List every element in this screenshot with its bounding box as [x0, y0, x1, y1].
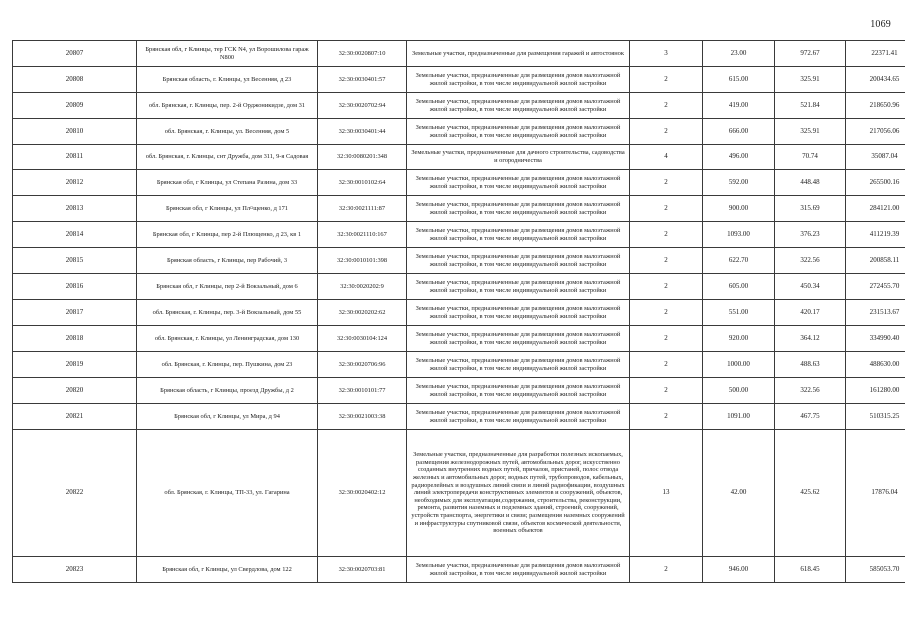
- table-row: [13, 67, 905, 93]
- row-cadastral-number: 32:30:0010102:64: [318, 170, 407, 196]
- row-unit-price: 521.84: [775, 93, 846, 119]
- table-row: [13, 93, 905, 119]
- row-address: обл. Брянская, г. Клинцы, пер. 2-й Орджоникидзе, дом 31: [137, 93, 318, 119]
- row-land-use: Земельные участки, предназначенные для размещения домов малоэтажной жилой застройки, в том числе индивидуальной жилой застройки: [407, 274, 630, 300]
- row-unit-price: 467.75: [775, 404, 846, 430]
- row-land-use: Земельные участки, предназначенные для размещения домов малоэтажной жилой застройки, в том числе индивидуальной жилой застройки: [407, 222, 630, 248]
- row-id: 20812: [13, 170, 137, 196]
- row-id: 20813: [13, 196, 137, 222]
- row-area: 946.00: [703, 557, 775, 583]
- row-id: 20807: [13, 41, 137, 67]
- row-category: 2: [630, 274, 703, 300]
- row-category: 2: [630, 196, 703, 222]
- row-area: 592.00: [703, 170, 775, 196]
- row-land-use: Земельные участки, предназначенные для размещения домов малоэтажной жилой застройки, в том числе индивидуальной жилой застройки: [407, 196, 630, 222]
- row-id: 20809: [13, 93, 137, 119]
- row-cadastral-number: 32:30:0080201:348: [318, 145, 407, 170]
- row-area: 622.70: [703, 248, 775, 274]
- table-row: [13, 404, 905, 430]
- row-id: 20815: [13, 248, 137, 274]
- row-address: Брянская обл, г Клинцы, ул Свердлова, дом 122: [137, 557, 318, 583]
- row-land-use: Земельные участки, предназначенные для размещения домов малоэтажной жилой застройки, в том числе индивидуальной жилой застройки: [407, 93, 630, 119]
- row-category: 2: [630, 300, 703, 326]
- table-row: [13, 352, 905, 378]
- row-id: 20811: [13, 145, 137, 170]
- row-address: Брянская обл, г Клинцы, пер 2-й Плющенко, д 23, кв 1: [137, 222, 318, 248]
- row-area: 42.00: [703, 430, 775, 557]
- row-unit-price: 322.56: [775, 378, 846, 404]
- row-unit-price: 364.12: [775, 326, 846, 352]
- table-row: [13, 119, 905, 145]
- row-address: обл. Брянская, г. Клинцы, ул Ленинградская, дом 130: [137, 326, 318, 352]
- row-cadastral-value: 17876.04: [846, 430, 905, 557]
- row-cadastral-value: 284121.00: [846, 196, 905, 222]
- row-category: 3: [630, 41, 703, 67]
- table-row: [13, 196, 905, 222]
- row-cadastral-value: 272455.70: [846, 274, 905, 300]
- table-row: [13, 300, 905, 326]
- row-area: 23.00: [703, 41, 775, 67]
- row-cadastral-number: 32:30:0020202:62: [318, 300, 407, 326]
- row-cadastral-number: 32:30:0010101:398: [318, 248, 407, 274]
- row-address: обл. Брянская, г. Клинцы, пер. Пушкина, дом 23: [137, 352, 318, 378]
- row-address: Брянская обл, г Клинцы, ул Степана Разина, дом 33: [137, 170, 318, 196]
- row-cadastral-value: 488630.00: [846, 352, 905, 378]
- row-id: 20810: [13, 119, 137, 145]
- row-id: 20808: [13, 67, 137, 93]
- row-area: 551.00: [703, 300, 775, 326]
- row-cadastral-value: 200434.65: [846, 67, 905, 93]
- row-cadastral-number: 32:30:0010101:77: [318, 378, 407, 404]
- row-category: 2: [630, 326, 703, 352]
- row-unit-price: 376.23: [775, 222, 846, 248]
- table-row: [13, 222, 905, 248]
- row-category: 2: [630, 248, 703, 274]
- row-category: 2: [630, 222, 703, 248]
- row-unit-price: 70.74: [775, 145, 846, 170]
- row-land-use: Земельные участки, предназначенные для дачного строительства, садоводства и огородничества: [407, 145, 630, 170]
- row-cadastral-value: 200858.11: [846, 248, 905, 274]
- row-area: 496.00: [703, 145, 775, 170]
- row-area: 500.00: [703, 378, 775, 404]
- table-row: [13, 430, 905, 557]
- row-cadastral-value: 218650.96: [846, 93, 905, 119]
- row-address: обл. Брянская, г. Клинцы, снт Дружба, дом 311, 9-я Садовая: [137, 145, 318, 170]
- row-land-use: Земельные участки, предназначенные для размещения гаражей и автостоянок: [407, 41, 630, 67]
- row-area: 900.00: [703, 196, 775, 222]
- row-cadastral-number: 32:30:0030104:124: [318, 326, 407, 352]
- row-land-use: Земельные участки, предназначенные для размещения домов малоэтажной жилой застройки, в том числе индивидуальной жилой застройки: [407, 352, 630, 378]
- row-cadastral-number: 32:30:0020202:9: [318, 274, 407, 300]
- row-area: 1000.00: [703, 352, 775, 378]
- row-land-use: Земельные участки, предназначенные для размещения домов малоэтажной жилой застройки, в том числе индивидуальной жилой застройки: [407, 557, 630, 583]
- row-address: Брянская область, г. Клинцы, ул Весенняя, д 23: [137, 67, 318, 93]
- row-category: 2: [630, 119, 703, 145]
- row-category: 13: [630, 430, 703, 557]
- row-cadastral-value: 265500.16: [846, 170, 905, 196]
- row-address: Брянская область, г Клинцы, проезд Дружбы, д 2: [137, 378, 318, 404]
- row-category: 4: [630, 145, 703, 170]
- row-address: Брянская обл, г Клинцы, тер ГСК N4, ул Ворошилова гараж N800: [137, 41, 318, 67]
- row-id: 20820: [13, 378, 137, 404]
- row-address: Брянская обл, г Клинцы, пер 2-й Вокзальный, дом 6: [137, 274, 318, 300]
- row-unit-price: 325.91: [775, 67, 846, 93]
- row-cadastral-number: 32:30:0021110:167: [318, 222, 407, 248]
- row-unit-price: 315.69: [775, 196, 846, 222]
- row-category: 2: [630, 557, 703, 583]
- row-id: 20818: [13, 326, 137, 352]
- row-address: Брянская обл, г Клинцы, ул Мира, д 94: [137, 404, 318, 430]
- row-land-use: Земельные участки, предназначенные для размещения домов малоэтажной жилой застройки, в том числе индивидуальной жилой застройки: [407, 248, 630, 274]
- row-area: 1091.00: [703, 404, 775, 430]
- row-cadastral-number: 32:30:0020402:12: [318, 430, 407, 557]
- row-unit-price: 488.63: [775, 352, 846, 378]
- row-cadastral-value: 510315.25: [846, 404, 905, 430]
- row-land-use: Земельные участки, предназначенные для разработки полезных ископаемых, размещения железнодорожных путей, автомобильных дорог, искусственно созданных внутренних водных путей, причалов, пристаней, полос отвода железных и автомобильных дорог, водных путей, трубопроводов, кабельных, радиорелейных и воздушных линий связи и линий радиофикации, воздушных линий электропередачи конструктивных элементов и сооружений, объектов, необходимых для эксплуатации,содержания, строительства, реконструкции, ремонта, развития наземных и подземных зданий, строений, сооружений, устройств транспорта, энергетики и связи; размещения наземных сооружений и инфраструктуры спутниковой связи, объектов космической деятельности, военных объектов: [407, 430, 630, 557]
- row-cadastral-value: 35087.04: [846, 145, 905, 170]
- row-cadastral-number: 32:30:0020702:94: [318, 93, 407, 119]
- row-land-use: Земельные участки, предназначенные для размещения домов малоэтажной жилой застройки, в том числе индивидуальной жилой застройки: [407, 170, 630, 196]
- row-unit-price: 618.45: [775, 557, 846, 583]
- row-category: 2: [630, 93, 703, 119]
- row-land-use: Земельные участки, предназначенные для размещения домов малоэтажной жилой застройки, в том числе индивидуальной жилой застройки: [407, 67, 630, 93]
- row-land-use: Земельные участки, предназначенные для размещения домов малоэтажной жилой застройки, в том числе индивидуальной жилой застройки: [407, 300, 630, 326]
- land-registry-table: [12, 40, 905, 583]
- row-unit-price: 972.67: [775, 41, 846, 67]
- row-unit-price: 450.34: [775, 274, 846, 300]
- row-cadastral-value: 161280.00: [846, 378, 905, 404]
- row-cadastral-value: 334990.40: [846, 326, 905, 352]
- row-unit-price: 448.48: [775, 170, 846, 196]
- row-unit-price: 425.62: [775, 430, 846, 557]
- table-body: [13, 41, 905, 583]
- row-id: 20814: [13, 222, 137, 248]
- row-category: 2: [630, 352, 703, 378]
- row-area: 1093.00: [703, 222, 775, 248]
- table-row: [13, 274, 905, 300]
- row-area: 605.00: [703, 274, 775, 300]
- table-row: [13, 145, 905, 170]
- row-cadastral-value: 411219.39: [846, 222, 905, 248]
- row-cadastral-value: 585053.70: [846, 557, 905, 583]
- row-cadastral-number: 32:30:0030401:44: [318, 119, 407, 145]
- row-address: Брянская область, г Клинцы, пер Рабочий, 3: [137, 248, 318, 274]
- row-land-use: Земельные участки, предназначенные для размещения домов малоэтажной жилой застройки, в том числе индивидуальной жилой застройки: [407, 119, 630, 145]
- row-address: Брянская обл, г Клинцы, ул Пл¤щенко, д 171: [137, 196, 318, 222]
- row-cadastral-value: 217056.06: [846, 119, 905, 145]
- row-area: 615.00: [703, 67, 775, 93]
- row-id: 20821: [13, 404, 137, 430]
- row-land-use: Земельные участки, предназначенные для размещения домов малоэтажной жилой застройки, в том числе индивидуальной жилой застройки: [407, 378, 630, 404]
- row-id: 20819: [13, 352, 137, 378]
- row-area: 920.00: [703, 326, 775, 352]
- table-row: [13, 41, 905, 67]
- table-row: [13, 170, 905, 196]
- row-unit-price: 322.56: [775, 248, 846, 274]
- row-land-use: Земельные участки, предназначенные для размещения домов малоэтажной жилой застройки, в том числе индивидуальной жилой застройки: [407, 404, 630, 430]
- row-address: обл. Брянская, г. Клинцы, пер. 3-й Вокзальный, дом 55: [137, 300, 318, 326]
- row-cadastral-number: 32:30:0020703:81: [318, 557, 407, 583]
- row-category: 2: [630, 170, 703, 196]
- row-id: 20817: [13, 300, 137, 326]
- row-unit-price: 325.91: [775, 119, 846, 145]
- row-id: 20823: [13, 557, 137, 583]
- row-cadastral-number: 32:30:0021003:38: [318, 404, 407, 430]
- row-category: 2: [630, 404, 703, 430]
- row-cadastral-value: 22371.41: [846, 41, 905, 67]
- table-row: [13, 248, 905, 274]
- row-cadastral-number: 32:30:0020706:96: [318, 352, 407, 378]
- table-row: [13, 326, 905, 352]
- row-address: обл. Брянская, г. Клинцы, ТП-33, ул. Гагарина: [137, 430, 318, 557]
- table-row: [13, 557, 905, 583]
- row-cadastral-number: 32:30:0021111:87: [318, 196, 407, 222]
- row-id: 20816: [13, 274, 137, 300]
- row-cadastral-value: 231513.67: [846, 300, 905, 326]
- page-number: 1069: [870, 19, 891, 30]
- row-id: 20822: [13, 430, 137, 557]
- row-area: 666.00: [703, 119, 775, 145]
- row-area: 419.00: [703, 93, 775, 119]
- table-row: [13, 378, 905, 404]
- row-address: обл. Брянская, г. Клинцы, ул. Весенняя, дом 5: [137, 119, 318, 145]
- row-cadastral-number: 32:30:0030401:57: [318, 67, 407, 93]
- row-unit-price: 420.17: [775, 300, 846, 326]
- row-category: 2: [630, 378, 703, 404]
- row-category: 2: [630, 67, 703, 93]
- row-cadastral-number: 32:30:0020807:10: [318, 41, 407, 67]
- row-land-use: Земельные участки, предназначенные для размещения домов малоэтажной жилой застройки, в том числе индивидуальной жилой застройки: [407, 326, 630, 352]
